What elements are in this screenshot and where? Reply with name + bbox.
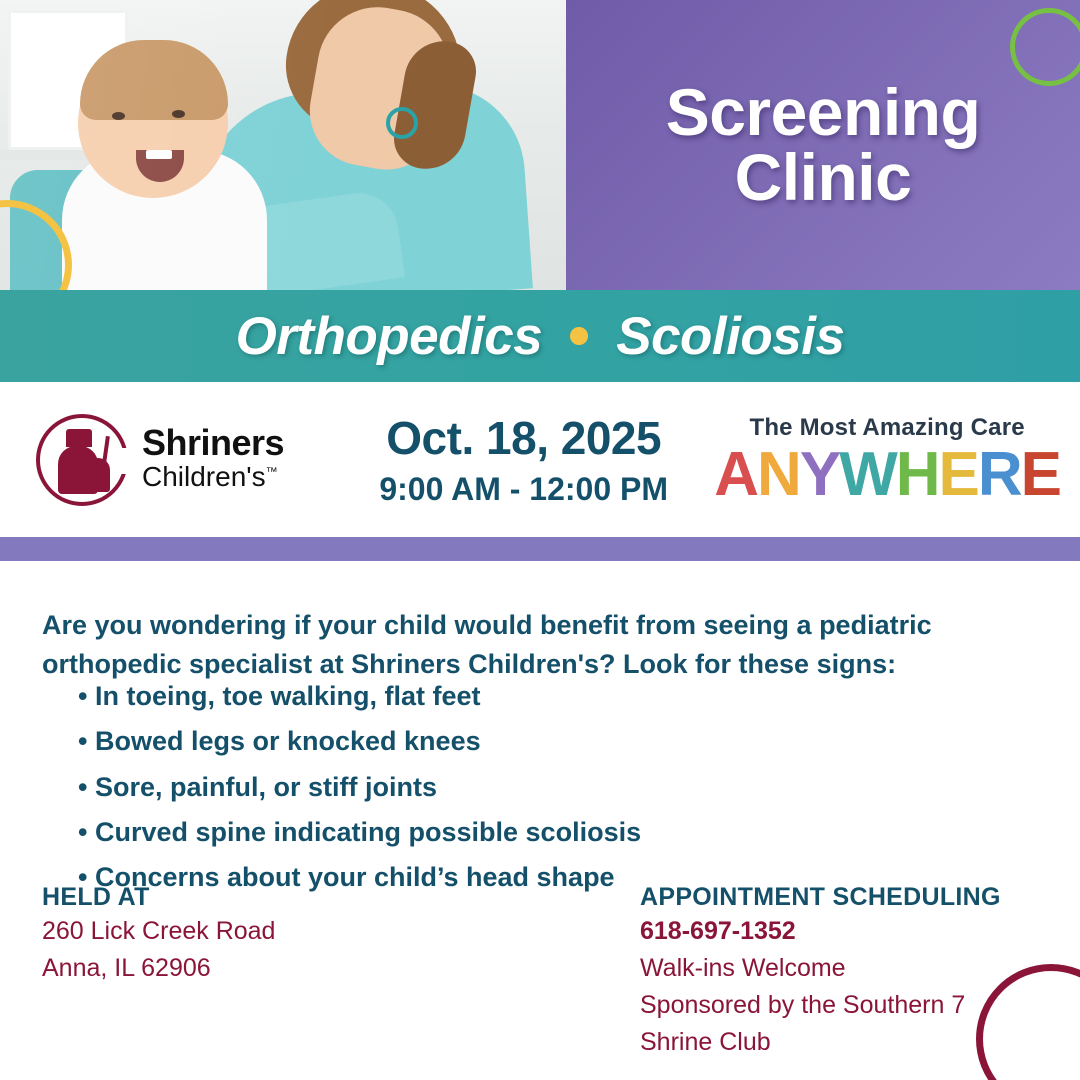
list-item: • Concerns about your child’s head shape [78, 855, 1028, 900]
list-item: • Bowed legs or knocked knees [78, 719, 1028, 764]
tagline-letter-y: Y [799, 439, 840, 509]
tagline-letter-h: H [895, 439, 939, 509]
green-circle-decoration [1010, 8, 1080, 86]
event-date: Oct. 18, 2025 [386, 412, 662, 464]
info-strip [0, 382, 1080, 537]
hero-section [0, 0, 1080, 290]
tagline-letter-e2: E [1020, 439, 1060, 509]
scheduling-sponsor-line1: Sponsored by the Southern 7 [640, 991, 966, 1019]
scheduling-heading: APPOINTMENT SCHEDULING [640, 883, 1001, 911]
page-title [665, 75, 981, 214]
event-time: 9:00 AM - 12:00 PM [379, 471, 669, 507]
specialty-scoliosis: Scoliosis [616, 306, 845, 366]
teal-circle-decoration [386, 107, 418, 139]
location-address-line2: Anna, IL 62906 [42, 954, 211, 982]
tagline-letter-a: A [714, 439, 758, 509]
event-datetime [333, 411, 714, 508]
photo-overlay [0, 0, 566, 290]
bullet-separator-dot [570, 327, 588, 345]
logo-name-line2 [142, 461, 284, 493]
purple-divider [0, 537, 1080, 561]
shriners-logo-text [142, 422, 285, 493]
list-item: • In toeing, toe walking, flat feet [78, 674, 1028, 719]
list-item: • Sore, painful, or stiff joints [78, 765, 1028, 810]
tagline-top: The Most Amazing Care [749, 413, 1025, 441]
hero-title-panel [566, 0, 1080, 290]
scheduling-note-walkins: Walk-ins Welcome [640, 954, 846, 982]
specialty-orthopedics: Orthopedics [235, 306, 543, 366]
tagline-anywhere [714, 439, 1060, 509]
page-title-line1: Screening [665, 75, 981, 150]
page-title-line2: Clinic [734, 140, 912, 214]
tagline-letter-n: N [757, 439, 800, 509]
logo-name-line1: Shriners [142, 422, 285, 464]
tagline-letter-w: W [839, 439, 896, 509]
logo-trademark: ™ [265, 465, 278, 480]
location-block [42, 883, 522, 986]
tagline-letter-r: R [977, 439, 1021, 509]
tagline-letter-e1: E [938, 439, 978, 509]
scheduling-sponsor-line2: Shrine Club [640, 1028, 771, 1056]
shriners-emblem-icon [36, 414, 128, 506]
list-item: • Curved spine indicating possible scoliosis [78, 810, 1028, 855]
tagline-block [714, 413, 1080, 509]
location-heading: HELD AT [42, 883, 150, 911]
body-section [0, 561, 1080, 1080]
hero-photo [0, 0, 566, 290]
scheduling-phone[interactable]: 618-697-1352 [640, 917, 796, 945]
signs-list [78, 674, 1028, 901]
logo-name-line2-text: Children's [142, 461, 266, 493]
specialties-band [0, 290, 1080, 382]
shriners-logo [0, 414, 333, 506]
location-address-line1: 260 Lick Creek Road [42, 917, 276, 945]
lead-paragraph: Are you wondering if your child would benefit from seeing a pediatric orthopedic specialist at Shriners Children's? Look for these signs: [42, 610, 932, 680]
